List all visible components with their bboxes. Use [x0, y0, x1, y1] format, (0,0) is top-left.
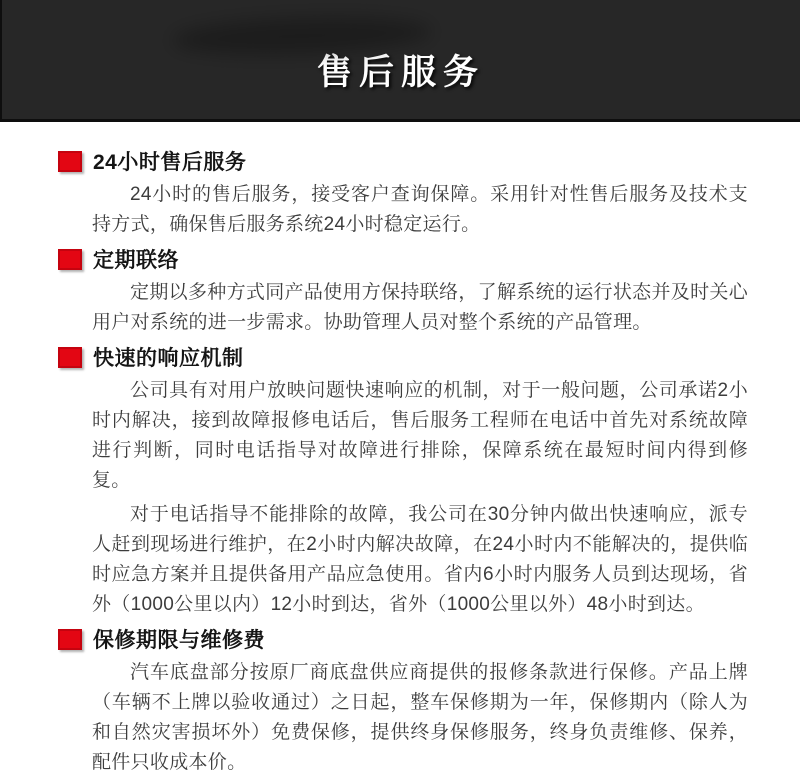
section-paragraph: 对于电话指导不能排除的故障，我公司在30分钟内做出快速响应，派专人赶到现场进行维护，在2小时内解决故障，在24小时内不能解决的，提供临时应急方案并且提供备用产品应急使用。省内6小时内服务人员到达现场，省外（1000公里以内）12小时到达，省外（1000公里以外）48小时到达。 [92, 504, 748, 615]
section-heading-label: 快速的响应机制 [93, 347, 244, 370]
section-heading-label: 定期联络 [93, 249, 179, 272]
page-title: 售后服务 [316, 52, 485, 92]
section-paragraph: 24小时的售后服务，接受客户查询保障。采用针对性售后服务及技术支持方式，确保售后服务系统24小时稳定运行。 [92, 184, 748, 235]
content-area [0, 122, 800, 778]
red-square-bullet-icon [58, 347, 82, 368]
red-square-bullet-icon [58, 629, 82, 650]
red-square-bullet-icon [58, 151, 82, 172]
section-heading-rapid-response [58, 344, 748, 370]
section-heading-regular-contact [58, 246, 748, 272]
section-heading-label: 保修期限与维修费 [93, 629, 265, 652]
section-paragraph: 定期以多种方式同产品使用方保持联络，了解系统的运行状态并及时关心用户对系统的进一步需求。协助管理人员对整个系统的产品管理。 [92, 282, 748, 333]
section-paragraph: 公司具有对用户放映问题快速响应的机制，对于一般问题，公司承诺2小时内解决，接到故障报修电话后，售后服务工程师在电话中首先对系统故障进行判断，同时电话指导对故障进行排除，保障系统在最短时间内得到修复。 [92, 380, 748, 491]
section-heading-24h-service [58, 148, 748, 174]
section-paragraph: 汽车底盘部分按原厂商底盘供应商提供的报修条款进行保修。产品上牌（车辆不上牌以验收通过）之日起，整车保修期为一年，保修期内（除人为和自然灾害损坏外）免费保修，提供终身保修服务，终身负责维修、保养，配件只收成本价。 [92, 662, 748, 773]
section-heading-warranty [58, 626, 748, 652]
section-heading-label: 24小时售后服务 [93, 151, 247, 174]
red-square-bullet-icon [58, 249, 82, 270]
header-banner [0, 0, 800, 122]
